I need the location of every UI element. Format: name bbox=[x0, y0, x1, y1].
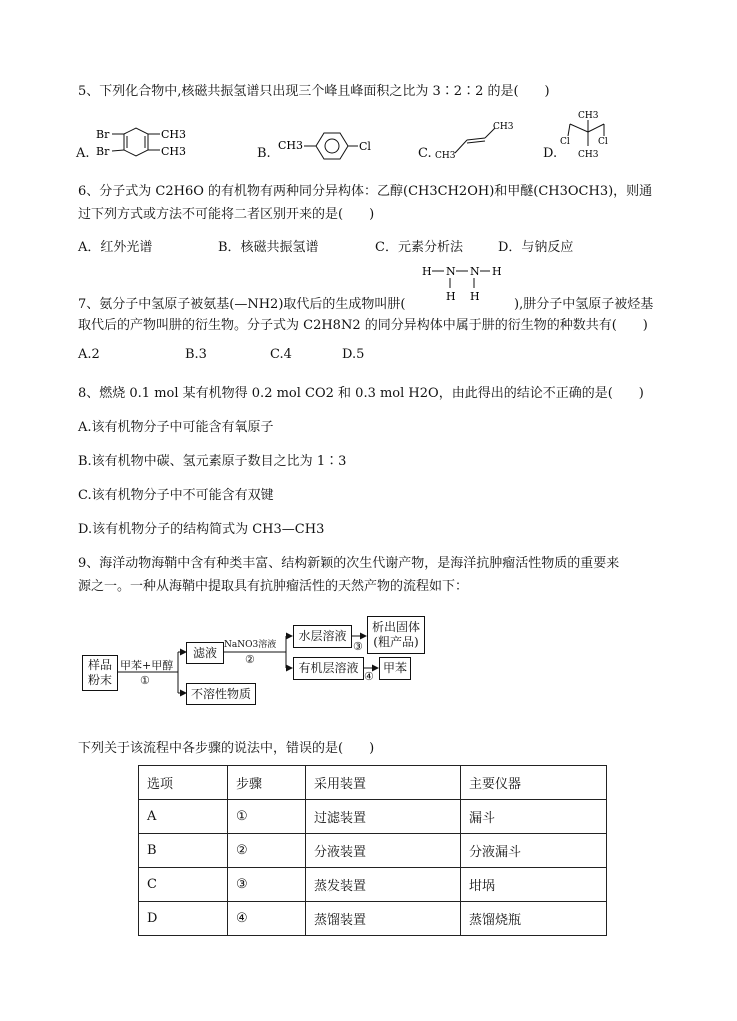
c-ch3-1: CH3 bbox=[435, 151, 456, 161]
table-cell: ④ bbox=[228, 902, 306, 936]
q7-atom-h3: H bbox=[446, 290, 456, 303]
q8-option-d: D.该有机物分子的结构简式为 CH3—CH3 bbox=[78, 522, 325, 537]
table-row bbox=[139, 868, 607, 902]
b-ch3: CH3 bbox=[278, 139, 304, 152]
a-ch3-1: CH3 bbox=[161, 128, 187, 141]
flow-start-line1: 样品 bbox=[87, 658, 112, 672]
q9-question: 下列关于该流程中各步骤的说法中，错误的是( ) bbox=[78, 741, 375, 756]
table-cell: 蒸馏烧瓶 bbox=[461, 902, 607, 936]
flow-start-line2: 粉末 bbox=[87, 673, 112, 687]
table-cell: 过滤装置 bbox=[306, 800, 461, 834]
table-header-row bbox=[139, 766, 607, 800]
a-br-2: Br bbox=[96, 145, 110, 158]
table-cell: 蒸馏装置 bbox=[306, 902, 461, 936]
table-cell: B bbox=[139, 834, 228, 868]
q5-option-a-letter: A. bbox=[76, 146, 90, 161]
q5-stem: 5、下列化合物中,核磁共振氢谱只出现三个峰且峰面积之比为 3∶2∶2 的是( ) bbox=[78, 84, 550, 99]
flow-step2: ② bbox=[245, 653, 255, 666]
table-cell: 坩埚 bbox=[461, 868, 607, 902]
flow-step3: ③ bbox=[353, 640, 363, 653]
q7-atom-h2: H bbox=[492, 265, 502, 278]
flow-organic-box: 有机层溶液 bbox=[293, 657, 364, 680]
q6-option-c: C．元素分析法 bbox=[375, 240, 463, 255]
q7-option-c: C.4 bbox=[270, 347, 292, 362]
q8-option-a: A.该有机物分子中可能含有氧原子 bbox=[78, 420, 274, 435]
a-br-1: Br bbox=[96, 128, 110, 141]
table-cell: 分液装置 bbox=[306, 834, 461, 868]
table-cell: ③ bbox=[228, 868, 306, 902]
d-cl-1: Cl bbox=[560, 137, 570, 147]
q6-option-b: B．核磁共振氢谱 bbox=[218, 240, 319, 255]
flow-reagent1: 甲苯+甲醇 bbox=[120, 659, 174, 672]
flow-start-box bbox=[82, 655, 118, 691]
table-cell: C bbox=[139, 868, 228, 902]
q5-option-d-letter: D. bbox=[543, 146, 558, 161]
q6-option-d: D．与钠反应 bbox=[498, 240, 574, 255]
q7-atom-h1: H bbox=[422, 265, 432, 278]
table-cell: 漏斗 bbox=[461, 800, 607, 834]
table-row bbox=[139, 834, 607, 868]
table-header-cell: 主要仪器 bbox=[461, 766, 607, 800]
q7-atom-n1: N bbox=[446, 265, 456, 278]
q6-stem-line2: 过下列方式或方法不可能将二者区别开来的是( ) bbox=[78, 207, 375, 222]
q7-stem-line1b: ),肼分子中氢原子被烃基 bbox=[514, 297, 654, 312]
table-cell: D bbox=[139, 902, 228, 936]
flow-solid-box bbox=[367, 616, 425, 654]
q6-option-a: A．红外光谱 bbox=[78, 240, 153, 255]
table-header-cell: 步骤 bbox=[228, 766, 306, 800]
b-cl: Cl bbox=[359, 140, 371, 153]
flow-solid-line1: 析出固体 bbox=[371, 620, 420, 634]
q7-stem-line1a: 7、氨分子中氢原子被氨基(—NH2)取代后的生成物叫肼( bbox=[78, 297, 406, 312]
table-cell: ① bbox=[228, 800, 306, 834]
table-header-cell: 选项 bbox=[139, 766, 228, 800]
flow-step4: ④ bbox=[364, 670, 374, 683]
a-ch3-2: CH3 bbox=[161, 145, 187, 158]
flow-step1: ① bbox=[140, 674, 150, 687]
flow-aqueous-box: 水层溶液 bbox=[293, 625, 352, 648]
flow-reagent2: NaNO3溶液 bbox=[224, 640, 277, 650]
q7-stem-line2: 取代后的产物叫肼的衍生物。分子式为 C2H8N2 的同分异构体中属于肼的衍生物的种数共有( ) bbox=[78, 318, 648, 333]
q9-options-table bbox=[138, 765, 607, 936]
q7-atom-h4: H bbox=[470, 290, 480, 303]
d-ch3-bottom: CH3 bbox=[578, 150, 599, 160]
d-cl-2: Cl bbox=[598, 137, 608, 147]
q7-option-a: A.2 bbox=[78, 347, 100, 362]
table-row bbox=[139, 902, 607, 936]
q9-stem-line1: 9、海洋动物海鞘中含有种类丰富、结构新颖的次生代谢产物，是海洋抗肿瘤活性物质的重要来 bbox=[78, 556, 620, 571]
table-cell: 分液漏斗 bbox=[461, 834, 607, 868]
flow-insoluble-box: 不溶性物质 bbox=[186, 683, 256, 705]
q7-atom-n2: N bbox=[470, 265, 480, 278]
table-cell: A bbox=[139, 800, 228, 834]
q6-stem-line1: 6、分子式为 C2H6O 的有机物有两种同分异构体：乙醇(CH3CH2OH)和甲醚(CH3OCH3)，则通 bbox=[78, 184, 653, 199]
q5-option-b-letter: B. bbox=[257, 146, 271, 161]
q7-option-d: D.5 bbox=[342, 347, 365, 362]
flow-filtrate-box: 滤液 bbox=[186, 642, 224, 664]
q8-option-b: B.该有机物中碳、氢元素原子数目之比为 1∶3 bbox=[78, 454, 347, 469]
q8-stem: 8、燃烧 0.1 mol 某有机物得 0.2 mol CO2 和 0.3 mol H2O，由此得出的结论不正确的是( ) bbox=[78, 386, 644, 401]
table-row bbox=[139, 800, 607, 834]
q9-stem-line2: 源之一。一种从海鞘中提取具有抗肿瘤活性的天然产物的流程如下： bbox=[78, 579, 469, 594]
table-cell: ② bbox=[228, 834, 306, 868]
q8-option-c: C.该有机物分子中不可能含有双键 bbox=[78, 488, 274, 503]
table-cell: 蒸发装置 bbox=[306, 868, 461, 902]
q7-option-b: B.3 bbox=[185, 347, 207, 362]
q5-option-c-letter: C. bbox=[418, 146, 432, 161]
flow-solid-line2: (粗产品) bbox=[373, 635, 419, 649]
flow-toluene-box: 甲苯 bbox=[379, 657, 411, 680]
table-header-cell: 采用装置 bbox=[306, 766, 461, 800]
d-ch3-top: CH3 bbox=[578, 111, 599, 121]
c-ch3-2: CH3 bbox=[493, 122, 514, 132]
